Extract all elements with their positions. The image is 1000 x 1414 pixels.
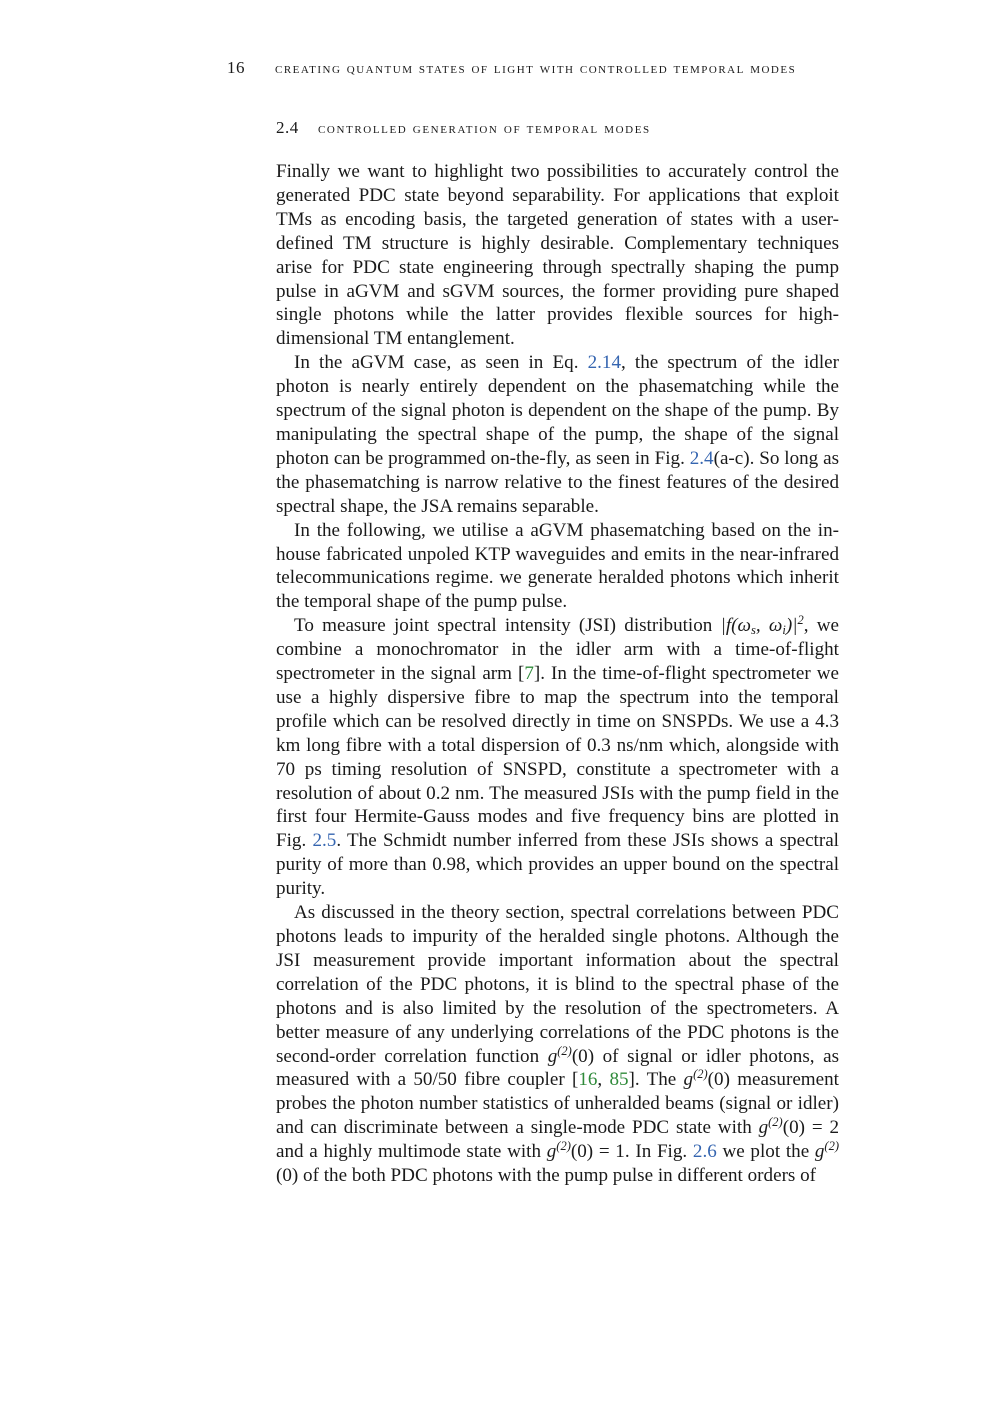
g2-equals-2: = 2 bbox=[804, 1117, 839, 1139]
running-header bbox=[227, 58, 903, 78]
g2-base: g bbox=[547, 1045, 558, 1067]
jsi-formula-sub-s: s bbox=[750, 623, 756, 638]
citation-85[interactable]: 85 bbox=[609, 1069, 629, 1091]
paragraph-5-text-f: . In Fig. bbox=[624, 1141, 693, 1163]
equation-ref-2-14[interactable]: 2.14 bbox=[587, 352, 622, 374]
citation-7[interactable]: 7 bbox=[524, 663, 534, 685]
paragraph-5 bbox=[276, 901, 839, 1188]
paragraph-4-text-b: , we combine a monochromator in the idler arm with a time-of-flight spectrometer in the signal arm [ bbox=[276, 615, 840, 685]
running-title: creating quantum states of light with controlled temporal modes bbox=[275, 60, 797, 77]
citation-16[interactable]: 16 bbox=[578, 1069, 598, 1091]
paragraph-4-text-a: To measure joint spectral intensity (JSI) distribution bbox=[294, 615, 721, 637]
paragraph-5-text-d: measurement probes the photon number statistics of unheralded beams (signal or idler) and can discriminate between a single-mode PDC state with bbox=[276, 1069, 839, 1139]
paragraph-2-text-b: , the spectrum of the idler photon is nearly entirely dependent on the phasematching while the spectrum of the signal photon is dependent on the shape of the pump. By manipulating the spectral shape of the pump, the shape of the signal photon can be programmed on-the-fly, as seen in Fig. bbox=[276, 352, 839, 469]
paragraph-5-text-c: ]. The bbox=[628, 1069, 684, 1091]
jsi-formula-sup-2: 2 bbox=[797, 613, 804, 628]
jsi-formula-sub-i: i bbox=[782, 623, 786, 638]
paragraph-5-text-a: As discussed in the theory section, spectral correlations between PDC photons leads to impurity of the heralded single photons. Although the JSI measurement provide important information about the spectral correlation of the PDC photons, it is blind to the spectral phase of the photons and is also limited by the resolution of the spectrometers. A better measure of any underlying correlations of the PDC photons is the second-order correlation function bbox=[276, 902, 839, 1067]
g2-function-2 bbox=[684, 1069, 730, 1090]
g2-function-1 bbox=[547, 1043, 595, 1067]
paragraph-4 bbox=[276, 614, 839, 901]
g2-function-4 bbox=[547, 1141, 593, 1162]
g2-arg: (0) bbox=[571, 1045, 595, 1067]
section-title: controlled generation of temporal modes bbox=[318, 120, 651, 137]
g2-sup: (2) bbox=[693, 1067, 708, 1082]
g2-base: g bbox=[546, 1141, 557, 1163]
g2-arg: (0) bbox=[570, 1141, 594, 1163]
g2-function-3 bbox=[759, 1117, 805, 1138]
g2-sup: (2) bbox=[556, 1139, 571, 1154]
page-number: 16 bbox=[227, 58, 245, 77]
paragraph-5-text-h: of the both PDC photons with the pump pulse in different orders of bbox=[298, 1165, 817, 1187]
g2-equals-1: = 1 bbox=[593, 1141, 625, 1163]
g2-arg: (0) bbox=[276, 1165, 299, 1187]
g2-base: g bbox=[814, 1141, 825, 1163]
g2-sup: (2) bbox=[768, 1115, 783, 1130]
g2-base: g bbox=[683, 1069, 694, 1091]
paragraph-2 bbox=[276, 351, 839, 518]
paragraph-1 bbox=[276, 160, 839, 351]
citation-separator: , bbox=[597, 1069, 610, 1091]
paragraph-3 bbox=[276, 519, 839, 615]
paragraph-2-text-a: In the aGVM case, as seen in Eq. bbox=[294, 352, 588, 374]
figure-ref-2-5[interactable]: 2.5 bbox=[312, 830, 337, 852]
section-heading bbox=[276, 118, 651, 138]
jsi-formula bbox=[721, 615, 804, 636]
g2-sup: (2) bbox=[824, 1139, 839, 1154]
figure-ref-2-6[interactable]: 2.6 bbox=[692, 1141, 717, 1163]
paragraph-2-text-c: (a-c). So long as the phasematching is narrow relative to the finest features of the desired spectral shape, the JSA remains separable. bbox=[276, 447, 840, 517]
paragraph-1-text: Finally we want to highlight two possibilities to accurately control the generated PDC state beyond separability. For applications that exploit TMs as encoding basis, the targeted generation of states with a user-defined TM structure is highly desirable. Complementary techniques arise for PDC state engineering through spectrally shaping the pump pulse in aGVM and sGVM sources, the former providing pure shaped single photons while the latter provides flexible sources for high-dimensional TM entanglement. bbox=[276, 161, 839, 350]
g2-base: g bbox=[758, 1117, 769, 1139]
jsi-formula-f: |f(ω bbox=[720, 615, 751, 637]
paragraph-5-text-g: we plot the bbox=[716, 1141, 815, 1163]
paragraph-4-text-c: ]. In the time-of-flight spectrometer we use a highly dispersive fibre to map the spectrum into the temporal profile which can be resolved directly in time on SNSPDs. We use a 4.3 km long fibre with a total dispersion of 0.3 ns/nm which, alongside with 70 ps timing resolution of SNSPD, constitute a spectrometer with a resolution of about 0.2 nm. The measured JSIs with the pump field in the first four Hermite-Gauss modes and five frequency bins are plotted in Fig. bbox=[276, 663, 839, 852]
g2-arg: (0) bbox=[707, 1069, 730, 1091]
figure-ref-2-4[interactable]: 2.4 bbox=[689, 447, 714, 469]
body-text bbox=[276, 160, 839, 1188]
paragraph-3-text: In the following, we utilise a aGVM phasematching based on the in-house fabricated unpoled KTP waveguides and emits in the near-infrared telecommunications regime. we generate heralded photons which inherit the temporal shape of the pump pulse. bbox=[276, 519, 839, 613]
section-number: 2.4 bbox=[276, 118, 299, 137]
paragraph-5-text-e: and a highly multimode state with bbox=[276, 1141, 547, 1163]
jsi-formula-end: )| bbox=[785, 615, 798, 637]
paragraph-5-text-b: of signal or idler photons, as measured with a 50/50 fibre coupler [ bbox=[276, 1045, 840, 1091]
g2-arg: (0) bbox=[782, 1117, 805, 1139]
jsi-formula-mid: , ω bbox=[755, 615, 783, 637]
paragraph-4-text-d: . The Schmidt number inferred from these JSIs shows a spectral purity of more than 0.98, which provides an upper bound on the spectral purity. bbox=[276, 830, 839, 900]
g2-sup: (2) bbox=[557, 1043, 572, 1058]
